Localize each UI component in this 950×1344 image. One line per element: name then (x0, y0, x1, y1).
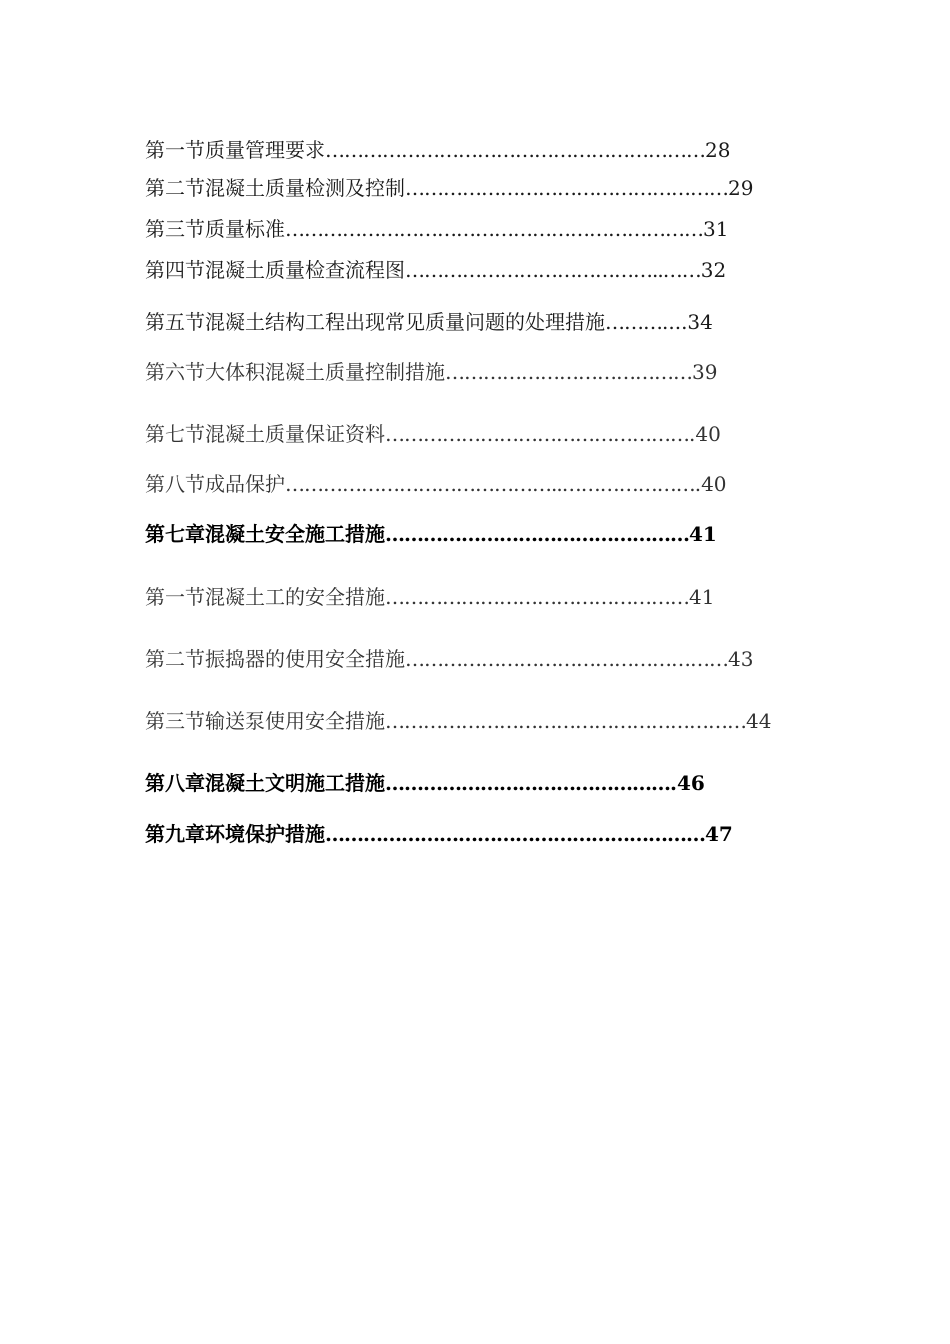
toc-entry-number: 第一节 (145, 138, 205, 162)
toc-entry[interactable] (145, 137, 730, 163)
toc-entry-page: ....34 (662, 310, 713, 334)
toc-entry-leader: ………………………………………………… (385, 709, 746, 733)
toc-entry-leader: ………………………………………… (385, 422, 689, 446)
toc-entry-title: 振捣器的使用安全措施 (205, 647, 405, 671)
toc-entry-page: 39 (692, 360, 718, 384)
toc-chapter-entry[interactable] (145, 521, 717, 547)
toc-entry-title: 混凝土质量保证资料 (205, 422, 385, 446)
toc-entry-title: 质量管理要求 (205, 138, 325, 162)
toc-entry[interactable] (145, 359, 717, 385)
toc-entry-number: 第三节 (145, 217, 205, 241)
toc-entry-number: 第六节 (145, 360, 205, 384)
toc-entry-number: 第九章 (145, 822, 205, 846)
toc-entry-leader: ………………………………………… (385, 585, 689, 609)
toc-entry-leader: ……………………………………..………………… (285, 472, 695, 496)
toc-entry-title: 输送泵使用安全措施 (205, 709, 385, 733)
toc-entry-number: 第二节 (145, 647, 205, 671)
toc-entry[interactable] (145, 175, 753, 201)
toc-entry-number: 第八章 (145, 771, 205, 795)
toc-entry-leader: ………………………………………………………… (285, 217, 703, 241)
toc-entry-title: 质量标准 (205, 217, 285, 241)
toc-entry-page: 29 (728, 176, 754, 200)
toc-entry-leader: …………………………………………… (405, 176, 728, 200)
toc-entry-leader: …………………………………………………… (325, 822, 705, 846)
toc-entry-page: 43 (728, 647, 754, 671)
toc-entry-leader: ………………………………… (445, 360, 692, 384)
toc-entry-number: 第五节 (145, 310, 205, 334)
toc-entry[interactable] (145, 309, 713, 335)
toc-entry-title: 混凝土安全施工措施 (205, 522, 385, 546)
toc-entry[interactable] (145, 421, 721, 447)
toc-entry-number: 第七节 (145, 422, 205, 446)
toc-entry-page: .40 (689, 422, 721, 446)
toc-entry-number: 第二节 (145, 176, 205, 200)
toc-entry-leader: ……………………………………… (385, 771, 670, 795)
toc-entry-number: 第四节 (145, 258, 205, 282)
toc-entry-page: .40 (694, 472, 727, 496)
toc-entry-title: 成品保护 (205, 472, 285, 496)
toc-entry-title: 混凝土文明施工措施 (205, 771, 385, 795)
toc-entry-title: 大体积混凝土质量控制措施 (205, 360, 445, 384)
toc-entry-title: 混凝土结构工程出现常见质量问题的处理措施 (205, 310, 605, 334)
toc-chapter-entry[interactable] (145, 821, 733, 847)
toc-entry-title: 混凝土质量检测及控制 (205, 176, 405, 200)
toc-entry-page: 32 (700, 258, 727, 282)
toc-entry[interactable] (145, 646, 753, 672)
toc-entry-number: 第一节 (145, 585, 205, 609)
toc-entry-number: 第三节 (145, 709, 205, 733)
toc-entry-page: 44 (746, 709, 772, 733)
toc-entry[interactable] (145, 471, 727, 497)
toc-entry-leader: …………………………………..…… (405, 258, 701, 282)
toc-entry-leader: ……… (605, 310, 662, 334)
toc-entry-title: 环境保护措施 (205, 822, 325, 846)
toc-entry[interactable] (145, 584, 714, 610)
toc-entry-leader: …………………………………………………… (325, 138, 705, 162)
toc-entry-leader: ………………………………………… (385, 522, 689, 546)
toc-entry-page: 41 (689, 585, 715, 609)
toc-entry-page: 28 (705, 138, 731, 162)
toc-entry-page: 31 (703, 217, 729, 241)
toc-entry[interactable] (145, 708, 771, 734)
toc-entry-number: 第七章 (145, 522, 205, 546)
toc-entry-page: .46 (670, 771, 705, 795)
toc-chapter-entry[interactable] (145, 770, 705, 796)
toc-entry-title: 混凝土工的安全措施 (205, 585, 385, 609)
toc-entry-page: 47 (705, 822, 733, 846)
toc-entry[interactable] (145, 216, 728, 242)
toc-entry-page: 41 (689, 522, 717, 546)
toc-entry-number: 第八节 (145, 472, 205, 496)
toc-entry-title: 混凝土质量检查流程图 (205, 258, 405, 282)
toc-entry-leader: …………………………………………… (405, 647, 728, 671)
toc-entry[interactable] (145, 257, 726, 283)
